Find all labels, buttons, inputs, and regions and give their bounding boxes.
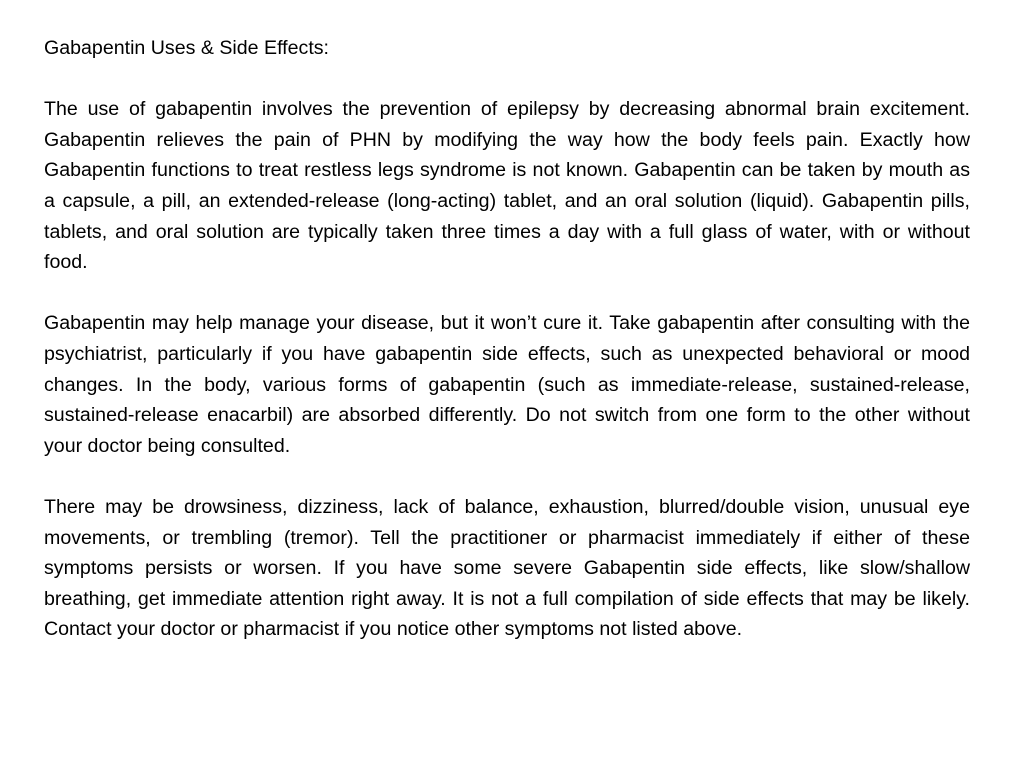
- slide-content: [44, 33, 970, 645]
- paragraph-side-effects: There may be drowsiness, dizziness, lack of balance, exhaustion, blurred/double vision, unusual eye movements, or trembling (tremor). Tell the practitioner or pharmacist immediately if either of these symptoms persists or worsen. If you have some severe Gabapentin side effects, like slow/shallow breathing, get immediate attention right away. It is not a full compilation of side effects that may be likely. Contact your doctor or pharmacist if you notice other symptoms not listed above.: [44, 495, 970, 641]
- paragraph-uses: The use of gabapentin involves the prevention of epilepsy by decreasing abnormal brain excitement. Gabapentin relieves the pain of PHN by modifying the way how the body feels pain. Exactly how Gabapentin functions to treat restless legs syndrome is not known. Gabapentin can be taken by mouth as a capsule, a pill, an extended-release (long-acting) tablet, and an oral solution (liquid). Gabapentin pills, tablets, and oral solution are typically taken three times a day with a full glass of water, with or without food.: [44, 98, 970, 274]
- document-title: Gabapentin Uses & Side Effects:: [44, 37, 329, 59]
- paragraph-forms: Gabapentin may help manage your disease, but it won’t cure it. Take gabapentin after consulting with the psychiatrist, particularly if you have gabapentin side effects, such as unexpected behavioral or mood changes. In the body, various forms of gabapentin (such as immediate-release, sustained-release, sustained-release enacarbil) are absorbed differently. Do not switch from one form to the other without your doctor being consulted.: [44, 312, 970, 457]
